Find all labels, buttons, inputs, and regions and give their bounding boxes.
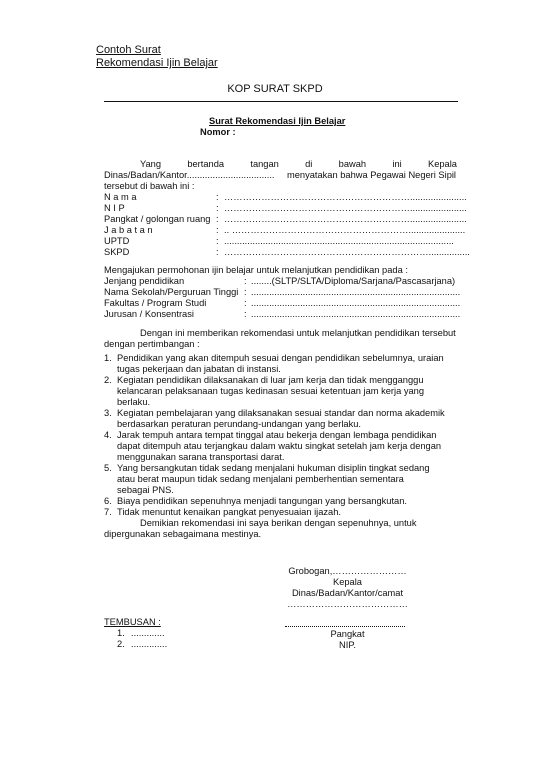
- intro-word: bertanda: [187, 159, 225, 169]
- intro-line2-left: Dinas/Badan/Kantor..................................: [104, 170, 275, 180]
- letter-subject: Surat Rekomendasi Ijin Belajar: [209, 116, 346, 126]
- list-text: Yang bersangkutan tidak sedang menjalani hukuman disiplin tingkat sedang: [117, 463, 430, 473]
- recommendation-line2: dengan pertimbangan :: [104, 339, 200, 349]
- closing-line2: dipergunakan sebagaimana mestinya.: [104, 529, 262, 539]
- request-sep: :: [244, 287, 247, 297]
- intro-word: Yang: [140, 159, 162, 169]
- list-num: 1.: [104, 353, 112, 363]
- list-num: 6.: [104, 496, 112, 506]
- list-text: Kegiatan pendidikan dilaksanakan di luar jam kerja dan tidak mengganggu: [117, 375, 424, 385]
- request-label-jurusan: Jurusan / Konsentrasi: [104, 309, 194, 319]
- intro-word: tangan: [250, 159, 279, 169]
- list-text: Jarak tempuh antara tempat tinggal atau bekerja dengan lembaga pendidikan: [117, 430, 437, 440]
- list-num: 3.: [104, 408, 112, 418]
- request-label-jenjang: Jenjang pendidikan: [104, 276, 185, 286]
- list-num: 4.: [104, 430, 112, 440]
- list-text: menggunakan sarana transportasi darat.: [117, 452, 285, 462]
- request-sep: :: [244, 309, 247, 319]
- field-sep: :: [216, 225, 219, 235]
- list-text: berlaku.: [117, 397, 151, 407]
- intro-line2-right: menyatakan bahwa Pegawai Negeri Sipil: [287, 170, 456, 180]
- list-text: tugas pekerjaan dan jabatan di instansi.: [117, 364, 281, 374]
- closing-line1: Demikian rekomendasi ini saya berikan dengan sepenuhnya, untuk: [140, 518, 417, 528]
- field-label-nama: N a m a: [104, 192, 137, 202]
- field-label-nip: N I P: [104, 203, 125, 213]
- intro-word: bawah: [338, 159, 367, 169]
- request-intro: Mengajukan permohonan ijin belajar untuk melanjutkan pendidikan pada :: [104, 265, 408, 275]
- request-value-fakultas: .................................................................................: [251, 298, 461, 308]
- tembusan-dots: ..............: [131, 639, 168, 649]
- doc-title-line2: Rekomendasi Ijin Belajar: [96, 57, 218, 69]
- field-label-pangkat: Pangkat / golongan ruang: [104, 214, 211, 224]
- signature-nip: NIP.: [339, 640, 356, 650]
- request-label-fakultas: Fakultas / Program Studi: [104, 298, 207, 308]
- field-sep: :: [216, 214, 219, 224]
- request-value-sekolah: .................................................................................: [251, 287, 461, 297]
- request-sep: :: [244, 298, 247, 308]
- field-value-jabatan: .. …………………………………………………......................: [224, 225, 466, 235]
- list-text: Tidak menuntut kenaikan pangkat penyesuaian ijazah.: [117, 507, 341, 517]
- intro-line1: [140, 159, 457, 170]
- field-value-uptd: .........................................................................................: [224, 236, 454, 246]
- list-text: kelancaran pelaksanaan tugas kedinasan sesuai ketentuan jam kerja yang: [117, 386, 425, 396]
- intro-word: di: [305, 159, 313, 169]
- field-value-nama: ……………………………………………………......................: [224, 192, 467, 202]
- signature-place-date: Grobogan,……………………: [288, 566, 407, 576]
- tembusan-label: TEMBUSAN :: [104, 617, 161, 627]
- field-sep: :: [216, 247, 219, 257]
- list-text: Biaya pendidikan sepenuhnya menjadi tangungan yang bersangkutan.: [117, 496, 407, 506]
- field-sep: :: [216, 192, 219, 202]
- signature-title: Kepala: [333, 577, 362, 587]
- list-text: atau berat maupun tidak sedang menjalani pemberhentian sementara: [117, 474, 404, 484]
- intro-word: ini: [392, 159, 402, 169]
- doc-title-line1: Contoh Surat: [96, 44, 161, 56]
- list-text: dapat ditempuh atau terjangkau dalam waktu singkat setelah jam kerja dengan: [117, 441, 442, 451]
- list-num: 5.: [104, 463, 112, 473]
- field-value-skpd: …………………………………………………………................: [224, 247, 470, 257]
- field-label-jabatan: J a b a t a n: [104, 225, 153, 235]
- signature-dots: …………………………………: [287, 599, 408, 609]
- request-sep: :: [244, 276, 247, 286]
- list-text: sebagai PNS.: [117, 485, 174, 495]
- signature-office: Dinas/Badan/Kantor/camat: [291, 588, 404, 598]
- list-text: berdasarkan peraturan perundang-undangan yang berlaku.: [117, 419, 361, 429]
- signature-name-line: [285, 626, 405, 627]
- tembusan-num: 2.: [117, 639, 125, 649]
- tembusan-num: 1.: [117, 628, 125, 638]
- request-label-sekolah: Nama Sekolah/Perguruan Tinggi: [104, 287, 239, 297]
- intro-word: Kepala: [428, 159, 457, 169]
- request-value-jenjang: ........(SLTP/SLTA/Diploma/Sarjana/Pascasarjana): [251, 276, 456, 286]
- field-label-uptd: UPTD: [104, 236, 130, 246]
- request-value-jurusan: .................................................................................: [251, 309, 461, 319]
- recommendation-line1: Dengan ini memberikan rekomendasi untuk melanjutkan pendidikan tersebut: [140, 328, 456, 338]
- tembusan-dots: .............: [131, 628, 165, 638]
- field-sep: :: [216, 236, 219, 246]
- list-num: 2.: [104, 375, 112, 385]
- list-num: 7.: [104, 507, 112, 517]
- field-value-nip: ……………………………………………………......................: [224, 203, 467, 213]
- field-value-pangkat: ……………………………………………………......................: [224, 214, 467, 224]
- field-label-skpd: SKPD: [104, 247, 130, 257]
- kop-heading: KOP SURAT SKPD: [227, 83, 323, 95]
- letter-nomor: Nomor :: [200, 127, 236, 137]
- intro-line3: tersebut di bawah ini :: [104, 181, 195, 191]
- list-text: Pendidikan yang akan ditempuh sesuai dengan pendidikan sebelumnya, uraian: [117, 353, 444, 363]
- signature-pangkat: Pangkat: [330, 629, 365, 639]
- list-text: Kegiatan pembelajaran yang dilaksanakan sesuai standar dan norma akademik: [117, 408, 445, 418]
- field-sep: :: [216, 203, 219, 213]
- kop-rule: [104, 101, 458, 102]
